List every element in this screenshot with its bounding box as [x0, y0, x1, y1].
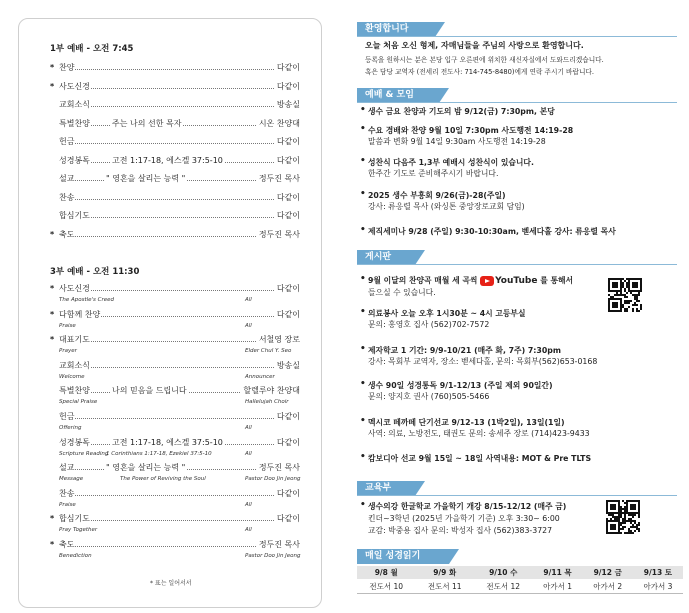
worship-item-line: 한주간 기도로 준비해주시기 바랍니다.: [368, 169, 499, 178]
order-item-leader-en: Pastor Doo Jin Jeong: [245, 553, 301, 559]
order-item-leader: 다같이: [276, 211, 300, 220]
worship-item-line: 생수 금요 찬양과 기도의 밤 9/12(금) 7:30pm, 본당: [368, 107, 555, 116]
order-item-name: 특별찬양: [59, 386, 90, 396]
education-header: 교육부: [357, 481, 415, 496]
reading-passage: 아가서 2: [583, 580, 633, 594]
reading-table: [357, 566, 683, 594]
service1-title: 1부 예배 - 오전 7:45: [50, 44, 134, 54]
board-item-line: 의료봉사 오늘 오후 1시30분 ~ 4시 고등부실: [368, 309, 526, 318]
dot-leader: [59, 143, 300, 144]
order-item: [50, 386, 300, 406]
bullet: •: [360, 344, 366, 354]
order-item-detail: " 영혼을 살리는 능력 ": [106, 174, 186, 183]
order-item-name-en: Special Praise: [59, 399, 98, 406]
service3-title: 3부 예배 - 오전 11:30: [50, 267, 140, 277]
order-item-detail: 나의 믿음을 드립니다: [112, 386, 187, 396]
worship-item-line: 말씀과 변화 9월 14일 9:30am 사도행전 14:19-28: [368, 137, 546, 146]
dot-leader: [59, 106, 300, 107]
order-item-name: 성경봉독: [59, 155, 90, 165]
standing-mark: *: [50, 229, 55, 239]
order-item-leader-en: Elder Chul Y. Seo: [245, 348, 292, 355]
order-item: [50, 514, 300, 534]
dot-leader: [59, 495, 300, 496]
order-item-name-en: Praise: [59, 322, 76, 329]
order-item-leader-en: All: [245, 450, 252, 457]
standing-mark: *: [50, 540, 55, 549]
worship-item-line: 제직세미나 9/28 (주일) 9:30-10:30am, 벧세다홀 강사: 류응렬 목사: [368, 227, 616, 236]
bullet: •: [360, 416, 366, 426]
reading-passage: 아가서 3: [633, 580, 683, 594]
order-item-detail: 주는 나의 선한 목자: [112, 118, 182, 128]
board-item-line: [368, 275, 573, 287]
reading-day: 9/9 화: [415, 566, 473, 580]
order-item-leader-en: All: [245, 297, 252, 303]
reading-day: 9/13 토: [633, 566, 683, 580]
order-item-name: 사도신경: [59, 81, 90, 91]
order-item-name: 헌금: [59, 137, 75, 146]
standing-mark: *: [50, 63, 55, 72]
order-item-name: 설교: [59, 463, 75, 473]
order-item: [50, 310, 300, 330]
order-item-leader: 정두진 목사: [258, 229, 300, 239]
bullet: •: [360, 500, 366, 510]
order-item-leader: 서철영 장로: [258, 335, 300, 345]
order-item-leader-en: All: [245, 425, 252, 431]
order-item-name: 헌금: [59, 412, 75, 421]
order-item-leader: 다같이: [276, 192, 300, 202]
youtube-qr-code: [608, 278, 642, 312]
order-item-name-en: Offering: [59, 425, 82, 431]
board-item-line: 멕시코 떼까떼 단기선교 9/12-13 (1박2일), 13일(1일): [368, 418, 565, 427]
education-line: 생수의강 한글학교 가을학기 개강 8/15-12/12 (매주 금): [368, 502, 567, 511]
dot-leader: [59, 88, 300, 89]
order-item-leader: 정두진 목사: [258, 540, 300, 549]
order-item-name-en: Welcome: [59, 373, 85, 380]
order-item-leader: 할렐루야 찬양대: [243, 386, 300, 396]
order-item-name-en: Prayer: [59, 348, 77, 355]
reading-passage: 아가서 1: [532, 580, 582, 594]
order-item: [50, 489, 300, 509]
order-item: [50, 284, 300, 304]
bullet: •: [360, 124, 366, 134]
order-item-leader-en: Pastor Doo Jin Jeong: [245, 476, 301, 483]
dot-leader: [59, 199, 300, 200]
order-item-detail: 고전 1:17-18, 에스겔 37:5-10: [112, 155, 223, 165]
order-item-leader: 다같이: [276, 309, 300, 319]
order-item-name: 찬송: [59, 488, 75, 498]
education-line: 킨더~3학년 (2025년 가을학기 기준) 오후 3:30~ 6:00: [368, 514, 560, 523]
order-item-detail-en: The Power of Reviving the Soul: [120, 476, 206, 483]
dot-leader: [59, 367, 300, 368]
order-item-name-en: Praise: [59, 501, 76, 508]
board-item-line: 강사: 목회부 교역자, 장소: 벧세다홀, 문의: 목회부(562)653-0168: [368, 357, 598, 366]
bullet: •: [360, 379, 366, 389]
order-item-name: 성경봉독: [59, 437, 90, 447]
order-item-leader: 다같이: [276, 81, 300, 91]
order-item-detail: 고전 1:17-18, 에스겔 37:5-10: [112, 437, 223, 447]
order-item-name: 다함께 찬양: [59, 309, 101, 319]
order-item-name: 교회소식: [59, 360, 90, 370]
order-item: [50, 540, 300, 560]
bullet: •: [360, 156, 366, 166]
order-item-leader: 시온 찬양대: [258, 118, 300, 128]
welcome-line1: 오늘 처음 오신 형제, 자매님들을 주님의 사랑으로 환영합니다.: [365, 41, 584, 50]
order-item-name: 사도신경: [59, 284, 90, 293]
standing-mark: *: [50, 335, 55, 345]
order-item-leader: 다같이: [276, 488, 300, 498]
education-line: 교감: 박중용 집사 문의: 박성자 집사 (562)383-3727: [368, 526, 553, 535]
order-item-name: 교회소식: [59, 100, 90, 109]
order-item-name-en: Pray Together: [59, 527, 98, 534]
order-item-name: 합심기도: [59, 514, 90, 524]
reading-passage: 전도서 10: [357, 580, 415, 594]
order-item-name: 합심기도: [59, 211, 90, 220]
order-item-leader-en: All: [245, 527, 252, 534]
order-item-name: 설교: [59, 174, 75, 183]
order-item-leader: 다같이: [276, 284, 300, 293]
board-item-line: 문의: 양지호 권사 (760)505-5466: [368, 392, 490, 401]
youtube-play-icon: [480, 276, 494, 286]
order-item-name-en: Scripture Reading: [59, 450, 109, 457]
board-header: 게시판: [357, 250, 415, 265]
reading-day: 9/12 금: [583, 566, 633, 580]
order-item-name: 축도: [59, 229, 75, 239]
order-item-leader-en: All: [245, 501, 252, 508]
order-item-detail-en: 1 Corinthians 1:17-18, Ezekiel 37:5-10: [106, 450, 212, 457]
board-item-line: 문의: 홍영호 집사 (562)702-7572: [368, 320, 490, 329]
order-item-leader-en: All: [245, 322, 252, 329]
order-item-name: 특별찬양: [59, 118, 90, 128]
order-item-leader: 다같이: [276, 437, 300, 447]
order-item: [50, 335, 300, 355]
order-item-leader-en: Announcer: [245, 373, 275, 380]
order-item-leader-en: Hallelujah Choir: [245, 399, 289, 406]
order-item: [50, 412, 300, 432]
order-item-detail: " 영혼을 살리는 능력 ": [106, 463, 186, 473]
dot-leader: [59, 69, 300, 70]
order-item-leader: 정두진 목사: [258, 463, 300, 473]
welcome-line2: 등록을 원하시는 분은 본당 입구 오른편에 위치한 새신자실에서 도와드리겠습니다.: [365, 56, 604, 64]
order-item-leader: 방송실: [276, 360, 300, 370]
worship-item-line: 수요 경배와 찬양 9월 10일 7:30pm 사도행전 14:19-28: [368, 126, 574, 135]
order-item-leader: 다같이: [276, 514, 300, 524]
order-item-leader: 방송실: [276, 100, 300, 109]
standing-mark: *: [50, 514, 55, 524]
bullet: •: [360, 452, 366, 462]
order-item-name-en: Benediction: [59, 553, 92, 559]
reading-passage: 전도서 12: [474, 580, 532, 594]
order-item-name: 찬양: [59, 63, 75, 72]
welcome-line3: 혹은 담당 교역자 (전세리 전도사: 714-745-8480)에게 연락 주시기 바랍니다.: [365, 68, 595, 76]
board-item-text: 9월 이달의 찬양곡 매월 세 곡씩: [368, 276, 481, 285]
school-qr-code: [606, 500, 640, 534]
board-item-line: 제자학교 1 기간: 9/9-10/21 (매주 화, 7주) 7:30pm: [368, 346, 561, 355]
youtube-label: YouTube: [495, 275, 538, 286]
order-item-leader: 다같이: [276, 63, 300, 72]
reading-day: 9/11 목: [532, 566, 582, 580]
worship-header: 예배 & 모임: [357, 88, 439, 103]
standing-footnote: * 표는 일어서서: [150, 580, 192, 587]
welcome-header: 환영합니다: [357, 22, 435, 37]
bullet: •: [360, 274, 366, 284]
reading-header: 매일 성경읽기: [357, 549, 449, 564]
order-item-name: 축도: [59, 540, 75, 549]
order-item-name: 대표기도: [59, 335, 90, 345]
board-item-line: 캄보디아 선교 9월 15일 ~ 18일 사역내용: MOT & Pre TLTS: [368, 454, 592, 463]
order-item: [50, 438, 300, 458]
board-item-text: 를 통해서: [537, 276, 574, 285]
board-item-line: 들으실 수 있습니다.: [368, 288, 436, 297]
board-item-line: 사역: 의료, 노방전도, 태권도 문의: 송세주 장로 (714)423-9433: [368, 429, 590, 438]
order-item: [50, 463, 300, 483]
dot-leader: [59, 520, 300, 521]
order-item-name-en: The Apostle's Creed: [59, 297, 115, 303]
dot-leader: [59, 217, 300, 218]
bullet: •: [360, 105, 366, 115]
order-item-leader: 다같이: [276, 412, 300, 421]
dot-leader: [59, 290, 300, 291]
standing-mark: *: [50, 309, 55, 319]
youtube-logo[interactable]: [480, 275, 537, 287]
standing-mark: *: [50, 81, 55, 91]
reading-day: 9/8 월: [357, 566, 415, 580]
order-item-name: 찬송: [59, 192, 75, 202]
reading-day: 9/10 수: [474, 566, 532, 580]
bullet: •: [360, 307, 366, 317]
order-item-leader: 다같이: [276, 137, 300, 146]
order-item-name-en: Message: [59, 476, 84, 483]
board-item-line: 생수 90일 성경통독 9/1-12/13 (주일 제외 90일간): [368, 381, 553, 390]
worship-item-line: 강사: 류응렬 목사 (와싱톤 중앙장로교회 담임): [368, 202, 525, 211]
worship-item-line: 성찬식 다음주 1,3부 예배시 성찬식이 있습니다.: [368, 158, 534, 167]
reading-passage: 전도서 11: [415, 580, 473, 594]
standing-mark: *: [50, 284, 55, 293]
bullet: •: [360, 225, 366, 235]
bullet: •: [360, 189, 366, 199]
order-item: [50, 361, 300, 381]
worship-item-line: 2025 생수 부흥회 9/26(금)-28(주일): [368, 191, 506, 200]
dot-leader: [59, 418, 300, 419]
order-item-leader: 정두진 목사: [258, 174, 300, 183]
order-item-leader: 다같이: [276, 155, 300, 165]
